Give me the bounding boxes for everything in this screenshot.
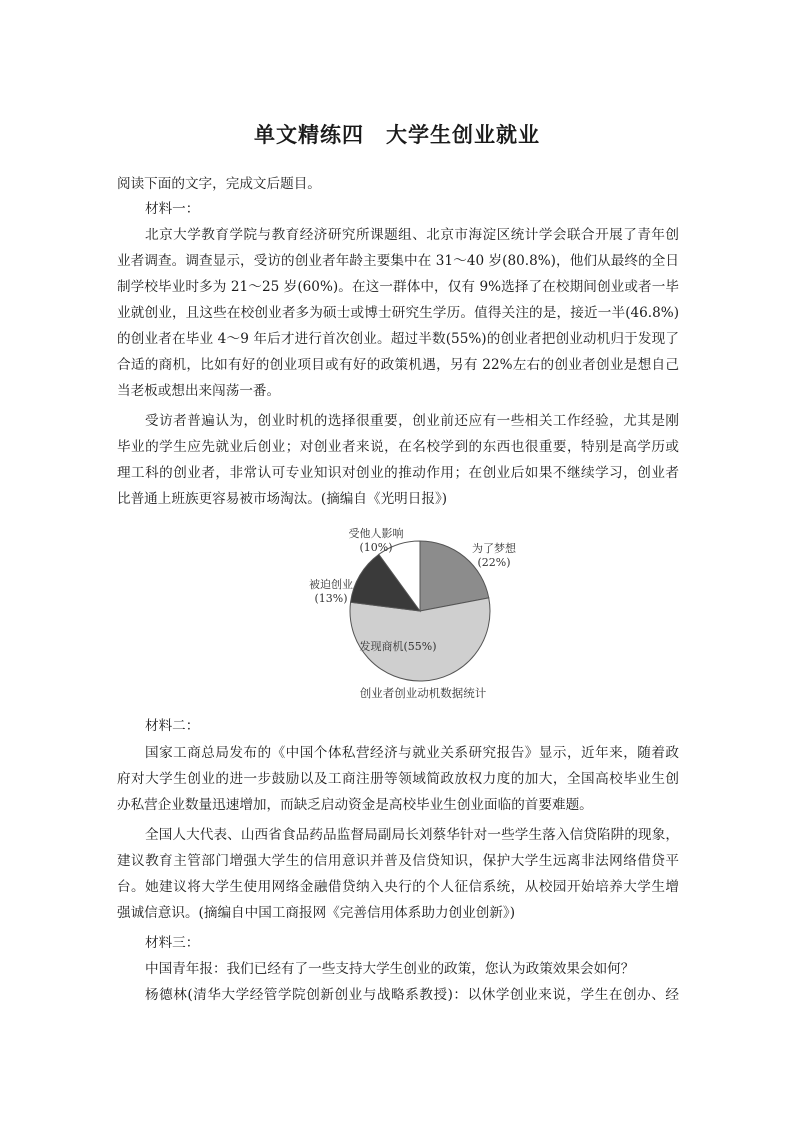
m1-p1-line: 的创业者在毕业 4～9 年后才进行首次创业。超过半数(55%)的创业者把创业动机归于发现了 [117, 331, 679, 347]
chart-title: 创业者创业动机数据统计 [359, 686, 487, 700]
m2-p2-line: 全国人大代表、山西省食品药品监督局副局长刘蔡华针对一些学生落入信贷陷阱的现象， [145, 827, 679, 843]
m1-p1-line: 合适的商机，比如有好的创业项目或有好的政策机遇，另有 22%左右的创业者创业是想自己 [117, 357, 679, 373]
m3-question: 中国青年报：我们已经有了一些支持大学生创业的政策，您认为政策效果会如何？ [145, 961, 635, 977]
m3-answer: 杨德林(清华大学经管学院创新创业与战略系教授)：以休学创业来说，学生在创办、经 [145, 987, 679, 1003]
m1-p1-line: 当老板或想出来闯荡一番。 [117, 383, 281, 399]
m2-p1-line: 国家工商总局发布的《中国个体私营经济与就业关系研究报告》显示，近年来，随着政 [145, 745, 679, 761]
slice-label-opportunity: 发现商机(55%) [359, 640, 437, 653]
m1-p2-line: 比普通上班族更容易被市场淘汰。(摘编自《光明日报》) [117, 491, 448, 507]
m2-p1-line: 办私营企业数量迅速增加，而缺乏启动资金是高校毕业生创业面临的首要难题。 [117, 797, 593, 813]
m2-p2-line: 强诚信意识。(摘编自中国工商报网《完善信用体系助力创业创新》) [117, 905, 516, 921]
m2-p2-line: 台。她建议将大学生使用网络金融借贷纳入央行的个人征信系统，从校园开始培养大学生增 [117, 879, 679, 895]
page-title [0, 119, 794, 149]
slice-label-forced-name: 被迫创业 [309, 578, 353, 591]
m2-p2-line: 建议教育主管部门增强大学生的信用意识并普及信贷知识，保护大学生远离非法网络借贷平 [117, 853, 679, 869]
m1-p1-line: 制学校毕业时多为 21～25 岁(60%)。在这一群体中，仅有 9%选择了在校期间创业或者一毕 [117, 279, 679, 295]
intro-text: 阅读下面的文字，完成文后题目。 [117, 176, 321, 192]
m1-p2-line: 理工科的创业者，非常认可专业知识对创业的推动作用；在创业后如果不继续学习，创业者 [117, 465, 679, 481]
m2-p1-line: 府对大学生创业的进一步鼓励以及工商注册等领域简政放权力度的加大，全国高校毕业生创 [117, 771, 679, 787]
material-2-label: 材料二： [145, 718, 200, 734]
m1-p1-line: 业就创业，且这些在校创业者多为硕士或博士研究生学历。值得关注的是，接近一半(46.8%) [117, 305, 679, 321]
m1-p1-line: 北京大学教育学院与教育经济研究所课题组、北京市海淀区统计学会联合开展了青年创 [145, 227, 679, 243]
slice-label-forced-pct: (13%) [314, 592, 348, 605]
title-part-1: 单文精练四 [254, 122, 364, 147]
material-1-label: 材料一： [145, 201, 200, 217]
material-3-label: 材料三： [145, 935, 200, 951]
m1-p2-line: 受访者普遍认为，创业时机的选择很重要，创业前还应有一些相关工作经验，尤其是刚 [145, 413, 679, 429]
slice-label-others-pct: (10%) [359, 541, 393, 554]
m1-p2-line: 毕业的学生应先就业后创业；对创业者来说，在名校学到的东西也很重要，特别是高学历或 [117, 439, 679, 455]
slice-label-dream-name: 为了梦想 [472, 542, 516, 555]
slice-label-others-name: 受他人影响 [348, 527, 404, 540]
pie-chart [0, 520, 794, 710]
m1-p1-line: 业者调查。调查显示，受访的创业者年龄主要集中在 31～40 岁(80.8%)，他们从最终的全日 [117, 253, 679, 269]
slice-label-dream-pct: (22%) [477, 556, 511, 569]
title-part-2: 大学生创业就业 [386, 122, 540, 147]
